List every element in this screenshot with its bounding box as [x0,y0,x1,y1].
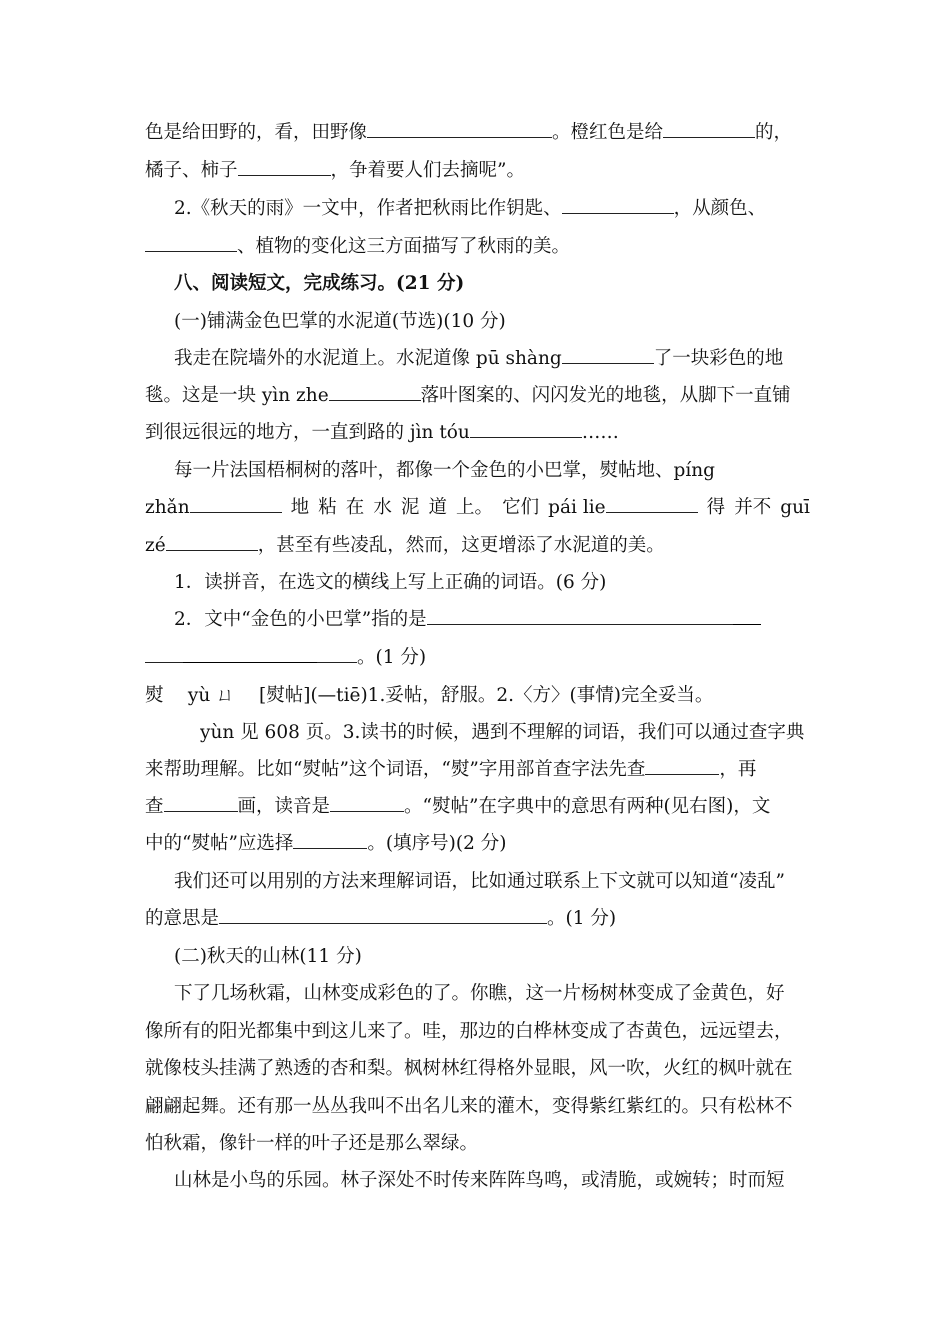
text-line: zé ，甚至有些凌乱，然而，这更增添了水泥道的美。 [145,535,665,556]
text-line: zhǎn 地 粘 在 水 泥 道 上。 它们 pái lie 得 并不 guī [145,497,810,518]
answer-blank[interactable] [238,159,331,176]
answer-blank[interactable] [183,646,317,663]
question-2: 2．文中“金色的小巴掌”指的是 [174,605,810,635]
text-line: 查 画，读音是 。“熨帖”在字典中的意思有两种(见右图)，文 [145,796,771,817]
passage-line: 下了几场秋霜，山林变成彩色的了。你瞧，这一片杨树林变成了金黄色，好 [174,983,785,1004]
text-line: 我们还可以用别的方法来理解词语，比如通过联系上下文就可以知道“凌乱” [174,871,785,892]
answer-blank[interactable] [145,235,237,252]
passage-line: 山林是小鸟的乐园。林子深处不时传来阵阵鸟鸣，或清脆，或婉转；时而短 [174,1170,785,1191]
passage-line: 怕秋霜，像针一样的叶子还是那么翠绿。 [145,1133,479,1154]
answer-blank[interactable] [145,646,183,663]
answer-blank[interactable] [733,608,761,625]
answer-blank[interactable] [427,608,733,625]
passage-line: 像所有的阳光都集中到这儿来了。哇，那边的白桦林变成了杏黄色，远远望去， [145,1021,793,1042]
answer-blank[interactable] [219,907,547,924]
text-line: 的意思是 。(1 分) [145,908,617,929]
text-line: 我走在院墙外的水泥道上。水泥道像 pū shàng 了一块彩色的地 [174,348,784,369]
answer-blank[interactable] [166,534,258,551]
answer-blank[interactable] [164,795,238,812]
passage-title: (一)铺满金色巴掌的水泥道(节选)(10 分) [174,311,506,332]
text-line: 橘子、柿子 ，争着要人们去摘呢”。 [145,160,525,181]
answer-blank[interactable] [470,421,582,438]
answer-blank[interactable] [329,384,421,401]
text-line: 、植物的变化这三方面描写了秋雨的美。 [145,232,810,262]
passage-title: (二)秋天的山林(11 分) [174,946,362,967]
answer-blank[interactable] [317,646,357,663]
answer-blank[interactable] [293,832,367,849]
answer-blank[interactable] [645,758,719,775]
text-line: 每一片法国梧桐树的落叶，都像一个金色的小巴掌，熨帖地、píng [174,460,716,481]
question-1: 1．读拼音，在选文的横线上写上正确的词语。(6 分) [174,572,607,593]
answer-blank[interactable] [562,347,654,364]
answer-blank[interactable] [330,795,404,812]
text-line: 2.《秋天的雨》一文中，作者把秋雨比作钥匙、 ，从颜色、 [174,198,767,219]
section-heading: 八、阅读短文，完成练习。(21 分) [174,273,465,294]
answer-blank[interactable] [606,496,698,513]
text-line: 中的“熨帖”应选择 。(填序号)(2 分) [145,833,507,854]
answer-blank[interactable] [190,496,282,513]
dictionary-entry: 熨 yù ㄩ [熨帖](—tiē)1.妥帖，舒服。2.〈方〉(事情)完全妥当。 [145,685,714,706]
text-line: yùn 见 608 页。3.读书的时候，遇到不理解的词语，我们可以通过查字典 [200,722,805,743]
text-line: 色是给田野的，看，田野像 。橙红色是给 的， [145,122,793,143]
passage-line: 就像枝头挂满了熟透的杏和梨。枫树林红得格外显眼，风一吹，火红的枫叶就在 [145,1058,793,1079]
passage-line: 翩翩起舞。还有那一丛丛我叫不出名儿来的灌木，变得紫红紫红的。只有松林不 [145,1096,793,1117]
answer-blank[interactable] [367,121,552,138]
text-line: 来帮助理解。比如“熨帖”这个词语，“熨”字用部首查字法先查 ，再 [145,759,757,780]
text-line: 毯。这是一块 yìn zhe 落叶图案的、闪闪发光的地毯，从脚下一直铺 [145,385,791,406]
text-line: 。(1 分) [145,643,810,673]
answer-blank[interactable] [562,197,674,214]
answer-blank[interactable] [663,121,755,138]
text-line: 到很远很远的地方，一直到路的 jìn tóu …… [145,422,619,443]
